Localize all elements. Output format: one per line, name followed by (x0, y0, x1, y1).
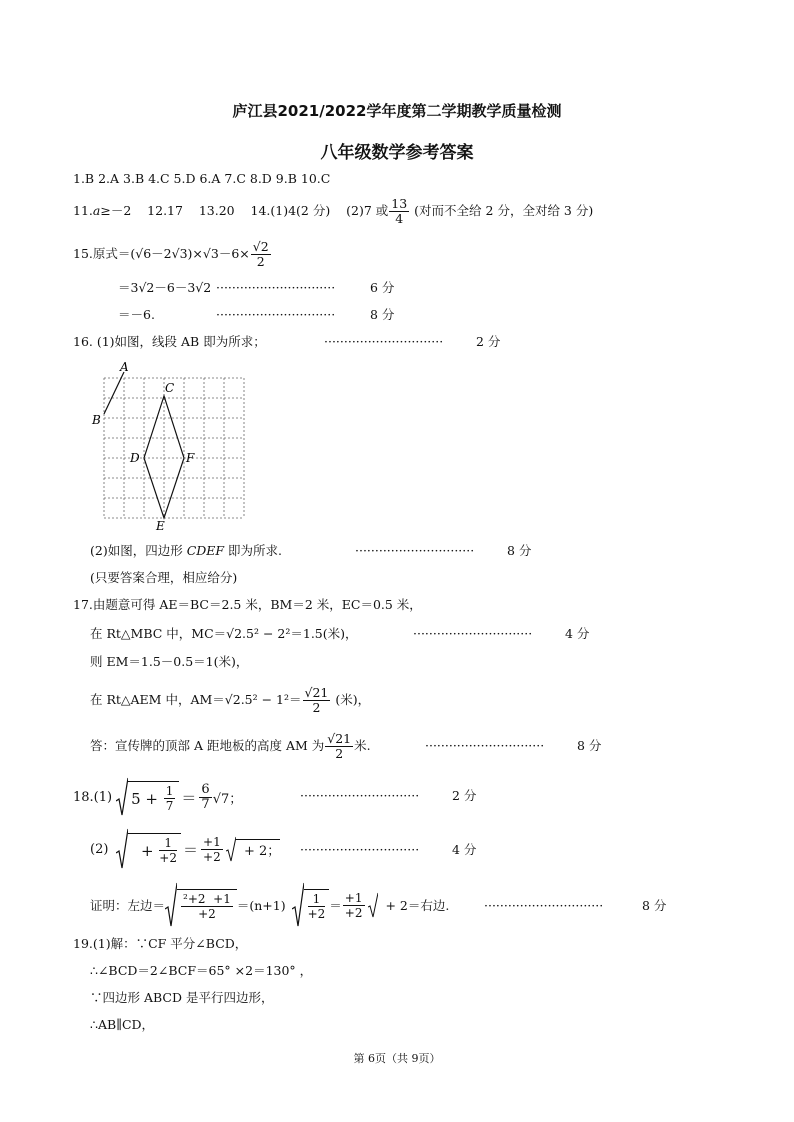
q18-proof-radical2-sign (292, 882, 304, 928)
q18-proof-f2-num: 1 (308, 892, 326, 907)
q15-line3-score: 8 分 (370, 307, 395, 322)
q18-proof-label: 证明：左边＝ (90, 898, 166, 913)
q17-line2: 在 Rt△MBC 中，MC＝√2.5² − 2²＝1.5(米)， (90, 626, 358, 641)
q15-line2-dots: ······························ (216, 280, 336, 295)
q18-p1-f1-num: 1 (165, 784, 174, 798)
q18-proof-f3-den: +2 (344, 905, 363, 920)
q11-line (73, 194, 593, 228)
q18-p2-f2-num: +1 (203, 834, 221, 849)
choice-answers: 1.B 2.A 3.B 4.C 5.D 6.A 7.C 8.D 9.B 10.C (73, 171, 331, 186)
q17-line5-score: 8 分 (577, 738, 602, 753)
q16-line2-dots: ······························ (355, 543, 475, 558)
q18-p1-frac2 (199, 783, 211, 812)
q15-line1 (73, 236, 272, 272)
q18-proof-radicand1 (177, 889, 237, 921)
q18-p1-f2-num: 6 (201, 781, 210, 797)
q15-line2: ＝3√2－6－3√2 (118, 280, 212, 295)
q18-p1-dots: ······························ (300, 788, 420, 803)
q18-p2-dots: ······························ (300, 842, 420, 857)
q16-line2-c: 即为所求. (224, 543, 283, 558)
label-a: A (120, 360, 129, 374)
q18-proof-mid: ＝(n+1) (236, 898, 286, 913)
label-d: D (130, 451, 140, 465)
q17-line1: 17.由题意可得 AE＝BC＝2.5 米，BM＝2 米，EC＝0.5 米， (73, 597, 422, 612)
q18-p1-expr-a: 5 + (131, 789, 163, 808)
q18-p2-label: (2) (90, 841, 109, 857)
q18-p2-expr-a: + (131, 841, 159, 860)
q15-line3-dots: ······························ (216, 307, 336, 322)
q15-frac-den: 2 (256, 253, 265, 269)
q18-p1-label: 18.(1) (73, 789, 113, 805)
q18-p1-frac1 (164, 784, 176, 813)
q17-line4-suffix: (米)， (331, 692, 371, 707)
q16-grid-figure (88, 360, 258, 535)
q17-line5-fraction (325, 732, 353, 761)
q16-line3: (只要答案合理，相应给分) (90, 570, 238, 585)
title-line1: 庐江县2021/2022学年度第二学期教学质量检测 (232, 102, 562, 120)
q19-line4: ∴AB∥CD， (90, 1017, 155, 1032)
q15-fraction (251, 240, 271, 269)
q18-p2-tail-radical-sign (226, 836, 236, 862)
q18-proof-radicand2 (304, 889, 330, 921)
q15-frac-num: √2 (252, 238, 269, 254)
q19-line1: 19.(1)解：∵CF 平分∠BCD， (73, 936, 248, 951)
q18-proof-f1-den: +2 (198, 907, 216, 921)
q17-line4-fraction (303, 686, 331, 715)
q17-line4 (90, 682, 370, 718)
q18-p1-score: 2 分 (452, 788, 477, 803)
q17-line5-suffix: 米. (354, 738, 371, 753)
q18-proof-tail-radical-sign (368, 892, 378, 918)
label-f: F (186, 451, 195, 465)
q15-line2-score: 6 分 (370, 280, 395, 295)
q18-proof-tail: + 2＝右边. (377, 898, 450, 913)
q16-line1-dots: ······························ (324, 334, 444, 349)
q18-p1-tail: √7； (212, 791, 243, 807)
q11-prefix: 11. (73, 203, 93, 218)
q18-part1 (73, 775, 242, 819)
page-footer: 第 6页（共 9页） (353, 1052, 441, 1065)
q18-p2-tail: + 2； (236, 839, 281, 859)
q18-proof-radical1-sign (165, 882, 177, 928)
q15-line1-prefix: 15.原式＝(√6－2√3)×√3－6× (73, 246, 250, 261)
q18-p2-f1-den: +2 (159, 851, 177, 865)
q18-proof-eq: ＝ (329, 898, 342, 913)
q16-line2-b: CDEF (186, 543, 225, 558)
q17-line5-frac-den: 2 (335, 745, 344, 761)
q15-line3: ＝－6. (118, 307, 155, 322)
q18-p1-radical-sign (116, 777, 128, 817)
q17-line2-score: 4 分 (565, 626, 590, 641)
q16-line2-score: 8 分 (507, 543, 532, 558)
q18-p1-f2-den: 7 (201, 796, 210, 812)
q11-frac-den: 4 (395, 210, 404, 226)
q11-frac-num: 13 (391, 195, 408, 211)
title-line2: 八年级数学参考答案 (320, 143, 474, 163)
q17-line2-dots: ······························ (413, 626, 533, 641)
q18-proof-frac1 (181, 892, 233, 921)
q18-proof-frac3 (343, 891, 365, 920)
q18-p1-f1-den: 7 (165, 799, 174, 813)
q18-p2-f1-num: 1 (159, 836, 177, 851)
q11-note: (对而不全给 2 分，全对给 3 分) (414, 203, 594, 218)
q18-proof-f2-den: +2 (307, 907, 326, 921)
q19-line3: ∵四边形 ABCD 是平行四边形， (90, 990, 274, 1005)
q17-line5-dots: ······························ (425, 738, 545, 753)
q16-line2-a: (2)如图，四边形 (90, 543, 187, 558)
q17-line5 (90, 728, 371, 764)
label-b: B (92, 413, 101, 427)
q19-line2: ∴∠BCD＝2∠BCF＝65° ×2＝130° ， (90, 963, 313, 978)
q18-p1-eq: ＝ (181, 788, 197, 807)
q18-p2-eq: ＝ (183, 840, 199, 859)
label-e: E (156, 519, 165, 533)
q16-line1: 16. (1)如图，线段 AB 即为所求； (73, 334, 266, 349)
q17-line5-prefix: 答：宣传牌的顶部 A 距地板的高度 AM 为 (90, 738, 325, 753)
q17-line4-prefix: 在 Rt△AEM 中，AM＝√2.5² − 1²＝ (90, 692, 302, 707)
grid-lines (104, 378, 244, 518)
q18-proof-f1-num: ²+2 +1 (183, 892, 231, 906)
q18-p2-score: 4 分 (452, 842, 477, 857)
q17-line3: 则 EM＝1.5－0.5＝1(米)， (90, 654, 249, 669)
q17-line4-frac-num: √21 (304, 684, 329, 700)
q11-rest: ≥－2 12.17 13.20 14.(1)4(2 分) (2)7 或 (100, 203, 389, 218)
q18-p2-frac2 (201, 835, 223, 864)
q18-proof-f3-num: +1 (344, 890, 363, 905)
q18-proof-frac2 (308, 892, 326, 921)
q18-proof-dots: ······························ (484, 898, 604, 913)
q11-var: a (92, 203, 101, 218)
q18-proof (90, 880, 449, 930)
q18-p2-f2-den: +2 (203, 849, 221, 864)
q11-fraction (389, 197, 409, 226)
label-c: C (165, 381, 175, 395)
q17-line5-frac-num: √21 (327, 730, 352, 746)
q18-p2-radical-sign (116, 828, 128, 870)
q18-p1-radicand (128, 781, 179, 813)
q18-proof-score: 8 分 (642, 898, 667, 913)
q17-line4-frac-den: 2 (312, 699, 321, 715)
q18-part2 (90, 826, 280, 872)
q16-line1-score: 2 分 (476, 334, 501, 349)
q18-p2-radicand (128, 833, 181, 865)
q16-line2 (90, 543, 282, 559)
q18-p2-frac1 (159, 836, 177, 865)
